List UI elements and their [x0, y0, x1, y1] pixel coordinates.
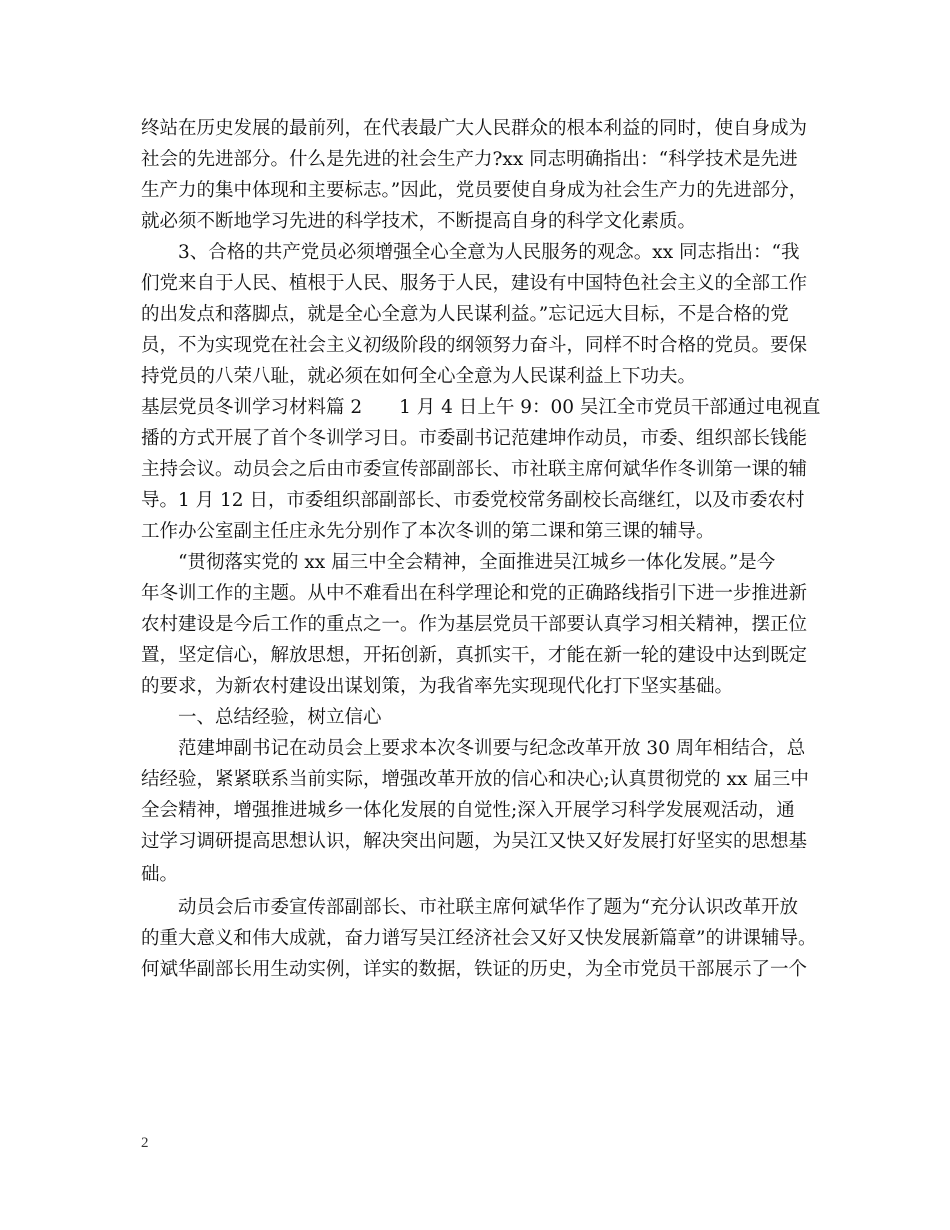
- document-body: [141, 113, 821, 985]
- text-line: 置，坚定信心，解放思想，开拓创新，真抓实干，才能在新一轮的建设中达到既定: [141, 645, 808, 666]
- text-line: “贯彻落实党的 xx 届三中全会精神，全面推进吴江城乡一体化发展。”是今: [141, 552, 776, 573]
- text-line: 员，不为实现党在社会主义初级阶段的纲领努力奋斗，同样不时合格的党员。要保: [141, 335, 808, 356]
- text-line: 3、合格的共产党员必须增强全心全意为人民服务的观念。xx 同志指出：“我: [141, 242, 800, 263]
- text-line: 年冬训工作的主题。从中不难看出在科学理论和党的正确路线指引下进一步推进新: [141, 583, 808, 604]
- text-line: 的出发点和落脚点，就是全心全意为人民谋利益。”忘记远大目标，不是合格的党: [141, 304, 789, 325]
- text-line: 终站在历史发展的最前列，在代表最广大人民群众的根本利益的同时，使自身成为: [141, 118, 808, 139]
- text-line: 的要求，为新农村建设出谋划策，为我省率先实现现代化打下坚实基础。: [141, 676, 734, 697]
- text-line: 持党员的八荣八耻，就必须在如何全心全意为人民谋利益上下功夫。: [141, 366, 697, 387]
- text-line: 的重大意义和伟大成就，奋力谱写吴江经济社会又好又快发展新篇章”的讲课辅导。: [141, 928, 817, 949]
- text-line: 范建坤副书记在动员会上要求本次冬训要与纪念改革开放 30 周年相结合，总: [141, 738, 806, 759]
- text-line: 全会精神，增强推进城乡一体化发展的自觉性;深入开展学习科学发展观活动，通: [141, 800, 795, 821]
- text-line: 导。1 月 12 日，市委组织部副部长、市委党校常务副校长高继红，以及市委农村: [141, 490, 805, 511]
- text-line: 一、总结经验，树立信心: [141, 707, 382, 728]
- text-line: 主持会议。动员会之后由市委宣传部副部长、市社联主席何斌华作冬训第一课的辅: [141, 459, 808, 480]
- text-line: 们党来自于人民、植根于人民、服务于人民，建设有中国特色社会主义的全部工作: [141, 273, 808, 294]
- text-line: 播的方式开展了首个冬训学习日。市委副书记范建坤作动员，市委、组织部长钱能: [141, 428, 808, 449]
- text-line: 基层党员冬训学习材料篇 2 1 月 4 日上午 9：00 吴江全市党员干部通过电视直: [141, 397, 821, 418]
- text-line: 社会的先进部分。什么是先进的社会生产力?xx 同志明确指出：“科学技术是先进: [141, 149, 798, 170]
- text-line: 结经验，紧紧联系当前实际，增强改革开放的信心和决心;认真贯彻党的 xx 届三中: [141, 769, 809, 790]
- text-line: 工作办公室副主任庄永先分别作了本次冬训的第二课和第三课的辅导。: [141, 521, 715, 542]
- text-line: 农村建设是今后工作的重点之一。作为基层党员干部要认真学习相关精神，摆正位: [141, 614, 808, 635]
- text-line: 动员会后市委宣传部副部长、市社联主席何斌华作了题为“充分认识改革开放: [141, 897, 798, 918]
- page-number: 2: [141, 1135, 149, 1151]
- text-line: 何斌华副部长用生动实例，详实的数据，铁证的历史，为全市党员干部展示了一个: [141, 959, 808, 980]
- text-line: 过学习调研提高思想认识，解决突出问题，为吴江又快又好发展打好坚实的思想基: [141, 831, 808, 852]
- text-line: 生产力的集中体现和主要标志。”因此，党员要使自身成为社会生产力的先进部分，: [141, 180, 808, 201]
- text-line: 础。: [141, 864, 179, 885]
- text-line: 就必须不断地学习先进的科学技术，不断提高自身的科学文化素质。: [141, 211, 697, 232]
